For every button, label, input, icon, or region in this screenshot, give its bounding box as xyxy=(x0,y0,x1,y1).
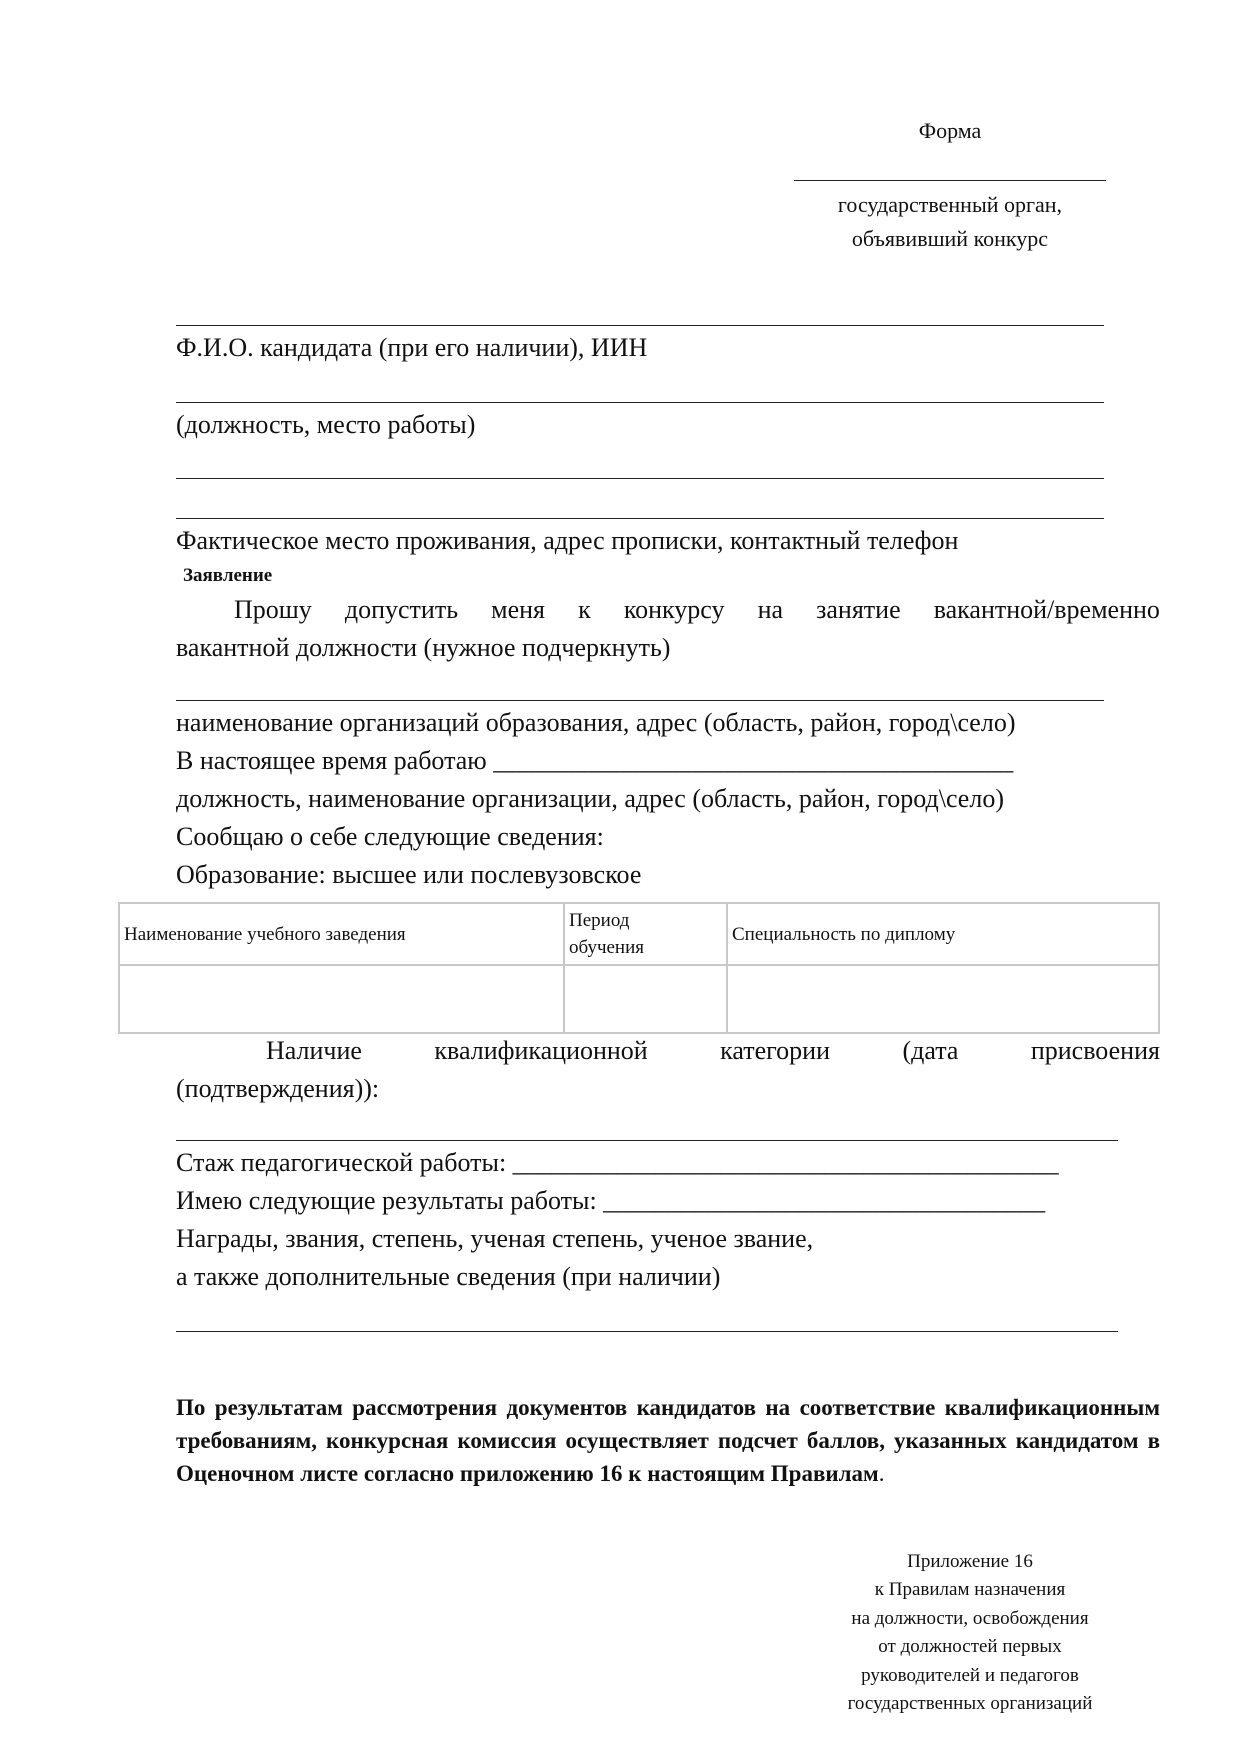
gov-body-caption xyxy=(780,188,1120,256)
header-period-line1: Период xyxy=(569,910,630,931)
results-blank: __________________________________ xyxy=(603,1186,1046,1215)
statement-word: меня xyxy=(491,595,546,624)
education-label: Образование: высшее или послевузовское xyxy=(176,860,642,889)
qualification-word: (дата xyxy=(902,1036,959,1065)
cell-institution xyxy=(119,965,564,1033)
appendix-line3: на должности, освобождения xyxy=(851,1607,1089,1629)
header-period-line2: обучения xyxy=(569,937,645,958)
table-row xyxy=(119,965,1159,1033)
statement-word: допустить xyxy=(344,595,459,624)
position-org-label: должность, наименование организации, адрес (область, район, город\село) xyxy=(176,784,1004,813)
address-label: Фактическое место проживания, адрес прописки, контактный телефон xyxy=(176,526,959,555)
qualification-blank-line xyxy=(176,1140,1118,1141)
org-label: наименование организаций образования, адрес (область, район, город\село) xyxy=(176,708,1016,737)
experience-row xyxy=(176,1148,1059,1178)
qualification-line1 xyxy=(266,1036,1160,1066)
results-row xyxy=(176,1186,1045,1216)
awards-blank-line xyxy=(176,1331,1118,1332)
statement-word: на xyxy=(757,595,784,624)
statement-word: к xyxy=(578,595,591,624)
position-label: (должность, место работы) xyxy=(176,410,476,439)
qualification-word: присвоения xyxy=(1030,1036,1160,1065)
form-label: Форма xyxy=(918,118,982,143)
statement-word: Прошу xyxy=(234,595,312,624)
header-period xyxy=(564,903,727,965)
evaluation-note-period: . xyxy=(878,1461,885,1486)
gov-body-line2: объявивший конкурс xyxy=(851,226,1049,251)
appendix-line1: Приложение 16 xyxy=(907,1551,1033,1572)
appendix-line6: государственных организаций xyxy=(847,1693,1093,1715)
gov-body-blank-line xyxy=(794,180,1106,181)
qualification-word: категории xyxy=(720,1036,831,1065)
currently-working-blank: ________________________________________ xyxy=(493,746,1014,775)
education-table xyxy=(118,902,1160,1034)
cell-specialty xyxy=(727,965,1159,1033)
appendix-caption xyxy=(810,1548,1130,1718)
cell-period xyxy=(564,965,727,1033)
address-blank-line-2 xyxy=(176,518,1104,519)
appendix-line2: к Правилам назначения xyxy=(874,1579,1066,1601)
statement-title: Заявление xyxy=(183,565,273,586)
address-blank-line-1 xyxy=(176,478,1104,479)
fio-label: Ф.И.О. кандидата (при его наличии), ИИН xyxy=(176,333,648,362)
currently-working-label: В настоящее время работаю xyxy=(176,746,487,775)
experience-label: Стаж педагогической работы: xyxy=(176,1148,507,1177)
statement-word: вакантной/временно xyxy=(933,595,1160,624)
statement-line2: вакантной должности (нужное подчеркнуть) xyxy=(176,633,671,662)
currently-working-row xyxy=(176,746,1013,776)
fio-blank-line xyxy=(176,325,1104,326)
statement-word: занятие xyxy=(816,595,901,624)
statement-line1 xyxy=(234,595,1160,625)
experience-blank: __________________________________________ xyxy=(512,1148,1059,1177)
evaluation-note-text: По результатам рассмотрения документов кандидатов на соответствие квалификационным требованиям, конкурсная комиссия осуществляет подсчет баллов, указанных кандидатом в Оценочном листе согласно приложению 16 к настоящим Правилам xyxy=(176,1395,1160,1486)
appendix-line4: от должностей первых xyxy=(878,1636,1062,1658)
awards-line2: а также дополнительные сведения (при наличии) xyxy=(176,1262,721,1291)
education-table-header-row xyxy=(119,903,1159,965)
qualification-word: Наличие xyxy=(266,1036,362,1065)
evaluation-note xyxy=(176,1391,1160,1490)
statement-word: конкурсу xyxy=(623,595,725,624)
about-self-label: Сообщаю о себе следующие сведения: xyxy=(176,822,604,851)
appendix-line5: руководителей и педагогов xyxy=(861,1664,1079,1686)
org-blank-line xyxy=(176,700,1104,701)
header-institution: Наименование учебного заведения xyxy=(119,903,564,965)
qualification-word: квалификационной xyxy=(434,1036,648,1065)
results-label: Имею следующие результаты работы: xyxy=(176,1186,597,1215)
awards-line1: Награды, звания, степень, ученая степень, ученое звание, xyxy=(176,1224,814,1253)
gov-body-line1: государственный орган, xyxy=(837,192,1063,217)
header-specialty: Специальность по диплому xyxy=(727,903,1159,965)
qualification-line2: (подтверждения)): xyxy=(176,1074,380,1103)
position-blank-line xyxy=(176,402,1104,403)
